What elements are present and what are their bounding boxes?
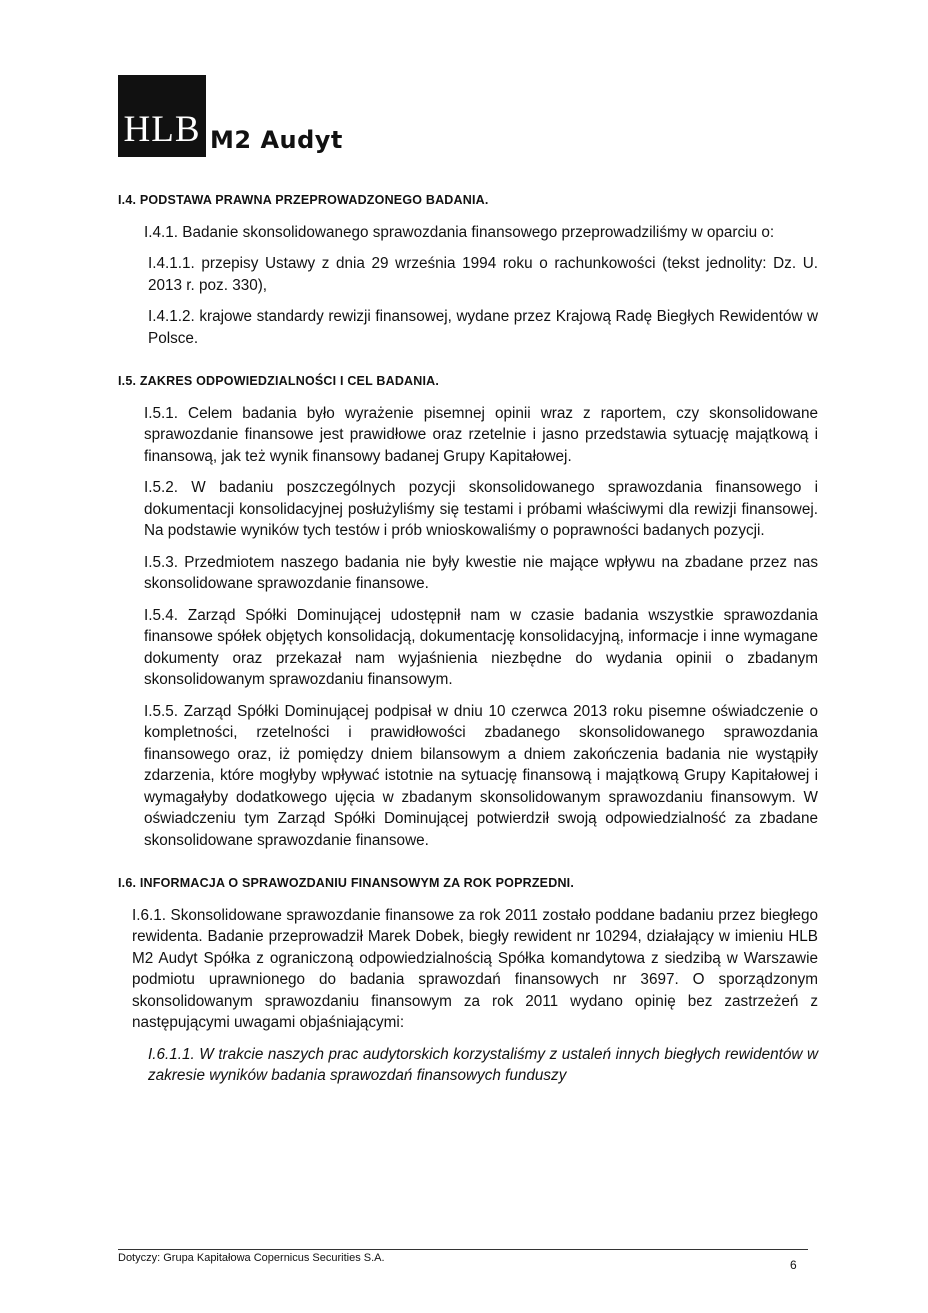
hlb-logo-mark: HLB <box>118 75 206 157</box>
paragraph-1-5-3: I.5.3. Przedmiotem naszego badania nie były kwestie nie mające wpływu na zbadane przez nas skonsolidowane sprawozdanie finansowe. <box>144 553 818 592</box>
footer-text: Dotyczy: Grupa Kapitałowa Copernicus Securities S.A. <box>118 1252 385 1264</box>
section-heading-1-6: I.6. INFORMACJA O SPRAWOZDANIU FINANSOWYM ZA ROK POPRZEDNI. <box>118 876 575 890</box>
paragraph-1-6-1-1: I.6.1.1. W trakcie naszych prac audytorskich korzystaliśmy z ustaleń innych biegłych rewidentów w zakresie wyników badania sprawozdań finansowych funduszy <box>148 1045 818 1084</box>
footer-divider <box>118 1249 808 1250</box>
logo-text: M2 Audyt <box>210 126 343 154</box>
paragraph-1-5-5: I.5.5. Zarząd Spółki Dominującej podpisał w dniu 10 czerwca 2013 roku pisemne oświadczenie o kompletności, rzetelności i prawidłowości zbadanego skonsolidowanego sprawozdania finansowego oraz, iż pomiędzy dniem bilansowym a dniem zakończenia badania nie wystąpiły zdarzenia, które mogłyby wpływać istotnie na sytuację finansową i majątkową Grupy Kapitałowej i wymagałyby dodatkowego ujęcia w zbadanym skonsolidowanym sprawozdaniu finansowym. W oświadczeniu tym Zarząd Spółki Dominującej potwierdził swoją odpowiedzialność za zbadane skonsolidowane sprawozdanie finansowe. <box>144 702 818 849</box>
document-body <box>118 190 818 1087</box>
paragraph-1-6-1: I.6.1. Skonsolidowane sprawozdanie finansowe za rok 2011 zostało poddane badaniu przez biegłego rewidenta. Badanie przeprowadził Marek Dobek, biegły rewident nr 10294, działający w imieniu HLB M2 Audyt Spółka z ograniczoną odpowiedzialnością Spółka komandytowa z siedzibą w Warszawie podmiotu uprawnionego do badania sprawozdań finansowych nr 3697. O sporządzonym skonsolidowanym sprawozdaniu finansowym za rok 2011 wydano opinię bez zastrzeżeń z następującymi uwagami objaśniającymi: <box>132 906 818 1031</box>
paragraph-1-5-1: I.5.1. Celem badania było wyrażenie pisemnej opinii wraz z raportem, czy skonsolidowane sprawozdanie finansowe jest prawidłowe oraz rzetelnie i jasno przedstawia sytuację majątkową i finansową, jak też wynik finansowy badanej Grupy Kapitałowej. <box>144 404 818 465</box>
section-heading-1-5: I.5. ZAKRES ODPOWIEDZIALNOŚCI I CEL BADANIA. <box>118 374 440 388</box>
paragraph-1-5-2: I.5.2. W badaniu poszczególnych pozycji skonsolidowanego sprawozdania finansowego i dokumentacji konsolidacyjnej posłużyliśmy się testami i próbami właściwymi dla rewizji finansowej. Na podstawie wyników tych testów i prób wnioskowaliśmy o poprawności badanych pozycji. <box>144 479 818 539</box>
paragraph-1-4-1-2: I.4.1.2. krajowe standardy rewizji finansowej, wydane przez Krajową Radę Biegłych Rewidentów w Polsce. <box>148 308 818 347</box>
page-number: 6 <box>790 1258 797 1272</box>
paragraph-1-5-4: I.5.4. Zarząd Spółki Dominującej udostępnił nam w czasie badania wszystkie sprawozdania finansowe spółek objętych konsolidacją, dokumentację konsolidacyjną, informacje i inne wymagane dokumenty oraz przekazał nam wyjaśnienia niezbędne do wydania opinii o zbadanym skonsolidowanym sprawozdaniu finansowym. <box>144 606 818 688</box>
section-heading-1-4: I.4. PODSTAWA PRAWNA PRZEPROWADZONEGO BADANIA. <box>118 193 489 207</box>
paragraph-1-4-1: I.4.1. Badanie skonsolidowanego sprawozdania finansowego przeprowadziliśmy w oparciu o: <box>144 223 775 241</box>
paragraph-1-4-1-1: I.4.1.1. przepisy Ustawy z dnia 29 września 1994 roku o rachunkowości (tekst jednolity: Dz. U. 2013 r. poz. 330), <box>148 255 818 294</box>
